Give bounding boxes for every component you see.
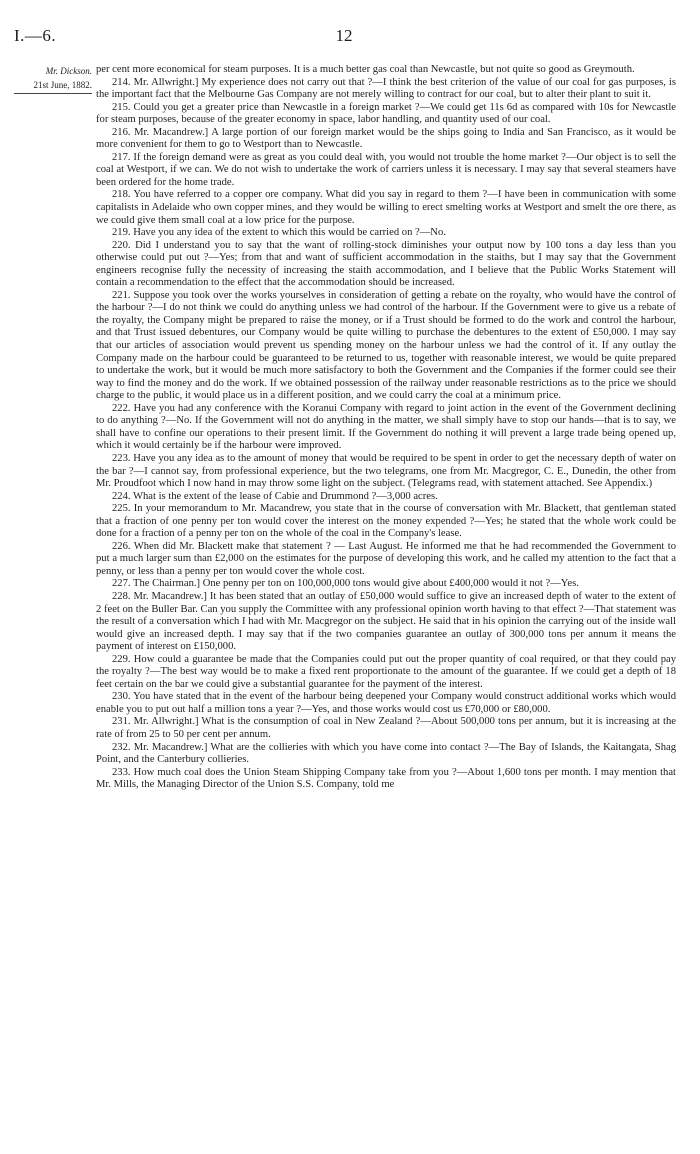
page-header — [14, 26, 674, 48]
paragraph-222: 222. Have you had any conference with the Koranui Company with regard to joint action in the event of the Government declining to do anything ?—No. If the Government will not do anything in the matter, we shall simply have to stop our hands—that is to say, we shall have to confine our operations to their present limit. If the Government do nothing it will prevent a large trade being opened up, which it would certainly be if the harbour were improved. — [96, 402, 676, 452]
paragraph-214: 214. Mr. Allwright.] My experience does not carry out that ?—I think the best criterion of the value of our coal for gas purposes, is the important fact that the Melbourne Gas Company are not merely willing to contract for our coal, but to alter their plant to suit it. — [96, 76, 676, 101]
paragraph-216: 216. Mr. Macandrew.] A large portion of our foreign market would be the ships going to India and San Francisco, as it would be more convenient for them to go to Westport than to Newcastle. — [96, 126, 676, 151]
margin-note — [14, 64, 92, 94]
paragraph-218: 218. You have referred to a copper ore company. What did you say in regard to them ?—I have been in communication with some capitalists in Adelaide who own copper mines, and they would be willing to erect smelting works at Westport and smelt the ore there, as we could give them small coal at a low price for the purpose. — [96, 189, 676, 226]
paragraph-219: 219. Have you any idea of the extent to which this would be carried on ?—No. — [112, 227, 446, 239]
paragraph-225: 225. In your memorandum to Mr. Macandrew, you state that in the course of conversation with Mr. Blackett, that gentleman stated that a fraction of one penny per ton would cover the interest on the money expended ?—Yes; he stated that the whole work could be done for a fraction of a penny per ton on the whole of the coal in the Company's lease. — [96, 503, 676, 540]
paragraph-224: 224. What is the extent of the lease of Cabie and Drummond ?—3,000 acres. — [112, 490, 438, 502]
paragraph-230: 230. You have stated that in the event of the harbour being deepened your Company would construct additional works which would enable you to put out half a million tons a year ?—Yes, and those works would cost us £70,000 or £80,000. — [96, 691, 676, 715]
paragraph-229: 229. How could a guarantee be made that the Companies could put out the proper quantity of coal required, or that they could pay the royalty ?—The best way would be to make a fixed rent proportionate to the amount of the guarantee. If we could get a depth of 18 feet certain on the bar we could give a substantial guarantee for the payment of the interest. — [96, 653, 676, 690]
paragraph-223: 223. Have you any idea as to the amount of money that would be required to be spent in order to get the necessary depth of water on the bar ?—I cannot say, from professional experience, but the two telegrams, one from Mr. Macgregor, C. E., Dunedin, the other from Mr. Proudfoot which I now hand in may throw some light on the subject. (Telegrams read, with statement attached. See Appendix.) — [96, 452, 676, 490]
testimony-body — [96, 64, 676, 792]
paragraph-227: 227. The Chairman.] One penny per ton on 100,000,000 tons would give about £400,000 would it not ?—Yes. — [112, 578, 579, 590]
paragraph-231: 231. Mr. Allwright.] What is the consumption of coal in New Zealand ?—About 500,000 tons per annum, but it is increasing at the rate of from 25 to 50 per cent per annum. — [96, 716, 676, 740]
witness-name: Mr. Dickson. — [45, 66, 92, 76]
paragraph-215: 215. Could you get a greater price than Newcastle in a foreign market ?—We could get 11s 6d as compared with 10s for Newcastle for steam purposes, because of the greater economy in space, labor handling, and quantity used of our coal. — [96, 101, 676, 126]
session-date: 21st June, 1882. — [14, 78, 92, 94]
paragraph-228: 228. Mr. Macandrew.] It has been stated that an outlay of £50,000 would suffice to give an increased depth of water to the extent of 2 feet on the Buller Bar. Can you supply the Committee with any professional opinion worth having to that effect ?—That statement was the result of a conversation which I had with Mr. Macgregor on the subject. He said that in his opinion the carrying out of the inside wall would give an increased depth. I may say that if the two companies guarantee an outlay of 300,000 tons per annum it means the payment of interest on £150,000. — [96, 590, 676, 653]
paragraph-226: 226. When did Mr. Blackett make that statement ? — Last August. He informed me that he had recommended the Government to put a much larger sum than £2,000 on the estimates for the purpose of developing this work, and he called my attention to the fact that a penny, or less than a penny per ton would cover the whole cost. — [96, 540, 676, 577]
paragraph-221: 221. Suppose you took over the works yourselves in consideration of getting a rebate on the royalty, who would have the control of the harbour ?—I do not think we could do anything unless we had control of the harbour. If the Government were to give us a rebate of the royalty, the Company might be prepared to raise the money, or if a Trust should be formed to do the work and control the harbour, and that Trust issued debentures, our Company would be quite willing to purchase the debentures to the extent of £50,000. I may say that our articles of association would prevent us spending money on the harbour unless we had the control of it. If any outlay the Company made on the harbour could be guaranteed to be returned to us, together with reasonable interest, we would be quite prepared to undertake the work, but it would be much more satisfactory to both the Government and the Companies if the former could see their way to find the money and do the work. If we obtained possession of the railway under reasonable restrictions as to the price we should charge to the public, it would place us in a different position, and we could carry the coal at a minimum price. — [96, 289, 676, 402]
paragraph-220: 220. Did I understand you to say that the want of rolling-stock diminishes your output now by 100 tons a day less than you otherwise could put out ?—Yes; from that and want of sufficient accommodation in the staiths, but I may say that the Government engineers recognise fully the necessity of increasing the staith accommodation, and I believe that the Public Works Statement will contain a recommendation to the effect that the accommodation should be increased. — [96, 239, 676, 289]
paragraph-continuation: per cent more economical for steam purposes. It is a much better gas coal than Newcastle, but not quite so good as Greymouth. — [96, 64, 635, 75]
document-reference: I.—6. — [14, 26, 57, 45]
paragraph-217: 217. If the foreign demand were as great as you could deal with, you would not trouble the home market ?—Our object is to sell the coal at Westport, if we can. We do not wish to undertake the work of carriers unless it is necessary. I may say that several steamers have been ordered for the home trade. — [96, 151, 676, 188]
paragraph-233: 233. How much coal does the Union Steam Shipping Company take from you ?—About 1,600 tons per month. I may mention that Mr. Mills, the Managing Director of the Union S.S. Company, told me — [96, 766, 676, 791]
paragraph-232: 232. Mr. Macandrew.] What are the collieries with which you have come into contact ?—The Bay of Islands, the Kaitangata, Shag Point, and the Canterbury collieries. — [96, 741, 676, 766]
page-number: 12 — [335, 26, 353, 45]
